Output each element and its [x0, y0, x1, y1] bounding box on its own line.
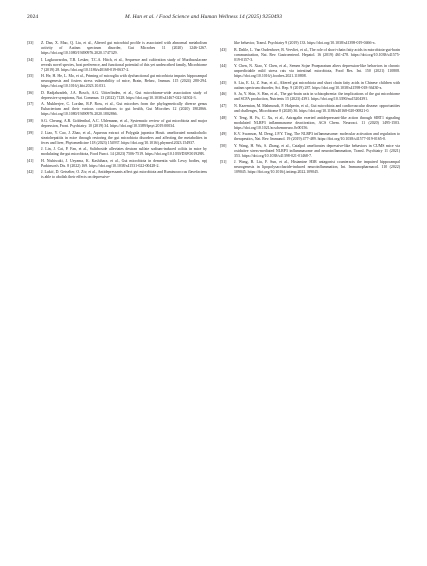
reference-text: J. Wang, B. Liu, F. Sun, et al., Histamine H3R antagonist counteracts the impaired hippocampal neurogenesis in lipopolysaccharide-induced neuroinflammation, Int. Immunopharmacol. 110 (2022) 109045. https://doi.org/10.1016/j.intimp.2022.109045. — [234, 160, 400, 175]
reference-entry — [220, 144, 400, 159]
reference-number: [50] — [220, 143, 227, 148]
reference-number: [39] — [27, 130, 34, 135]
page-number: 2024 — [27, 14, 39, 20]
reference-text: Y. Chen, N. Xiao, Y. Chen, et al., Semen Sojae Praeparatum alters depression-like behaviors in chronic unpredictable mild stress rats via intestinal microbiota, Food Res. Int. 150 (2021) 110808. https://doi.org/10.1016/j.foodres.2021.110808. — [234, 64, 400, 79]
reference-entry — [220, 160, 400, 175]
reference-number: [38] — [27, 118, 34, 123]
reference-text: D. Radjabzadeh, J.A. Bosch, A.G. Uitterlinden, et al., Gut microbiome-wide association study of depressive symptoms, Nat. Commun. 13 (2022) 7128. https://doi.org/10.1038/s41467-022-34502-3. — [41, 90, 207, 100]
reference-text: B. Dalile, L. Van Oudenhove, B. Vervliet, et al., The role of short-chain fatty acids in microbiota-gut-brain communication, Nat. Rev. Gastroenterol. Hepatol. 16 (2019) 461-478. https://doi.org/10.1038/s41575-019-0157-3. — [234, 47, 400, 62]
reference-number: [36] — [27, 90, 34, 95]
reference-entry — [220, 81, 400, 91]
reference-number: [44] — [220, 64, 227, 69]
reference-number: [45] — [220, 80, 227, 85]
reference-text: H. Nishiwaki, J. Ueyama, K. Kashihara, et al., Gut microbiota in dementia with Lewy bodies, npj Parkinson's Dis. 8 (2022) 169. https://doi.org/10.1038/s41531-022-00428-2. — [41, 158, 207, 168]
reference-text: H. He, H. He, L. Mo, et al., Priming of microglia with dysfunctional gut microbiota impairs hippocampal neurogenesis and fosters stress vulnerability of mice, Brain, Behav., Immun. 115 (2024) 280-294. https://doi.org/10.1016/j.bbi.2023.10.031. — [41, 74, 207, 89]
reference-entry — [220, 116, 400, 131]
reference-text: J. Liao, Y. Cao, J. Zhao, et al., Aqueous extract of Polygala japonica Houtt. ameliorated nonalcoholic steatohepatitis in mice through restoring the gut microbiota disorders and affecting the metabolites in feces and liver, Phytomedicine 118 (2023) 154937. https://doi.org/10.1016/j.phymed.2023.154937. — [41, 130, 207, 145]
reference-entry — [220, 48, 400, 63]
reference-text: Z. Dan, X. Mao, Q. Liu, et al., Altered gut microbial profile is associated with abnormal metabolism activity of Autism spectrum disorder, Gut Microbes 11 (2020) 1246-1267. https://doi.org/10.1080/19490976.2020.1747329. — [41, 41, 207, 55]
reference-number: [37] — [27, 102, 34, 107]
right-column — [220, 41, 400, 182]
reference-text: I. Lagkouvardos, T.R. Lesker, T.C.A. Hitch, et al., Sequence and cultivation study of Muribaculaceae reveals novel species, host preference, and functional potential of this yet undescribed family, Microbiome 7 (2019) 28. https://doi.org/10.1186/s40168-019-0637-2. — [41, 57, 207, 72]
reference-number: [40] — [27, 147, 34, 152]
reference-text: N. Kazemian, M. Mahmoudi, F. Halperin, et al., Gut microbiota and cardiovascular disease: opportunities and challenges, Microbiome 8 (2020) 36. https://doi.org/10.1186/s40168-020-00821-0. — [234, 103, 400, 113]
reference-number: [33] — [27, 41, 34, 45]
reference-text: A. Mukherjee, C. Lordan, R.P. Ross, et al., Gut microbes from the phylogenetically diverse genus Eubacterium and their various contributions to gut health, Gut Microbes 12 (2020) 1802866. https://doi.org/10.1080/19490976.2020.1802866. — [41, 102, 207, 117]
reference-number — [220, 41, 234, 46]
reference-entry — [27, 159, 207, 169]
reference-text: K.V. Swanson, M. Deng, J.P.Y. Ting, The NLRP3 inflammasome: molecular activation and regulation to therapeutics, Nat. Rev. Immunol. 19 (2019) 477-489. https://doi.org/10.1038/s41577-019-0165-0. — [234, 132, 400, 142]
reference-entry — [27, 58, 207, 73]
reference-entry — [27, 41, 207, 56]
reference-text: S. Liu, E. Li, Z. Sun, et al., Altered gut microbiota and short chain fatty acids in Chinese children with autism spectrum disorder, Sci. Rep. 9 (2019) 287. https://doi.org/10.1038/s41598-018-36430-z. — [234, 80, 400, 90]
references-columns — [27, 41, 400, 182]
reference-number: [46] — [220, 92, 227, 97]
left-column — [27, 41, 207, 182]
reference-text: S.G. Cheung, A.R. Goldenthal, A.C. Uhlemann, et al., Systematic review of gut microbiota and major depression, Front. Psychiatry. 10 (2019) 34. https://doi.org/10.3389/fpsyt.2019.00034. — [41, 118, 207, 128]
reference-entry — [27, 147, 207, 157]
reference-number: [51] — [220, 160, 227, 165]
reference-text: J. Lin, J. Cai, P. Fan, et al., Salidroside alleviates dextran sulfate sodium-induced colitis in mice by modulating the gut microbiota, Food Funct. 14 (2023) 7506-7519. https://doi.org/10.1039/D3FO01929B. — [41, 147, 207, 157]
reference-entry — [27, 131, 207, 146]
reference-entry — [220, 132, 400, 142]
reference-entry — [27, 91, 207, 101]
reference-number: [34] — [27, 57, 34, 62]
reference-entry — [27, 170, 207, 180]
reference-text: like behavior, Transl. Psychiatry 9 (2019) 133. https://doi.org/10.1038/s41398-019-0466-x. — [234, 41, 376, 45]
reference-text: Y. Teng, H. Fu, C. Xu, et al., Astragalin exerted antidepressant-like action through SIRT1 signaling modulated NLRP3 inflammasome deactivation, ACS Chem. Neurosci. 11 (2020) 1495-1503. https://doi.org/10.1021/acschemneuro.0c00156. — [234, 115, 400, 130]
reference-number: [43] — [220, 47, 227, 52]
reference-text: S. Ju, Y. Shin, S. Han, et al., The gut-brain axis in schizophrenia: the implications of the gut microbiome and SCFA production, Nutrients 15 (2023) 4391. https://doi.org/10.3390/nu15204391. — [234, 92, 400, 102]
reference-entry — [220, 41, 400, 46]
reference-text: J. Lukić, D. Getselter, O. Ziv, et al., Antidepressants affect gut microbiota and Ruminococcus flavefaciens is able to abolish their effects on depressive- — [41, 170, 207, 180]
reference-entry — [220, 104, 400, 114]
reference-number: [47] — [220, 103, 227, 108]
running-header: M. Han et al. / Food Science and Human Wellness 14 (2025) 9250493 — [125, 14, 283, 20]
reference-entry — [220, 64, 400, 79]
reference-number: [48] — [220, 115, 227, 120]
page-header — [27, 14, 400, 20]
reference-number: [42] — [27, 170, 34, 175]
reference-entry — [27, 119, 207, 129]
reference-entry — [27, 74, 207, 89]
reference-entry — [220, 92, 400, 102]
reference-number: [41] — [27, 158, 34, 163]
reference-number: [49] — [220, 132, 227, 137]
reference-entry — [27, 102, 207, 117]
reference-text: Y. Wang, H. Wu, S. Zhang, et al., Catalpol ameliorates depressive-like behaviors in CUMS mice via oxidative stress-mediated NLRP3 inflammasome and neuroinflammation, Transl. Psychiatry 11 (2021) 353. https://doi.org/10.1038/s41398-021-01468-7. — [234, 143, 400, 158]
reference-number: [35] — [27, 74, 34, 79]
